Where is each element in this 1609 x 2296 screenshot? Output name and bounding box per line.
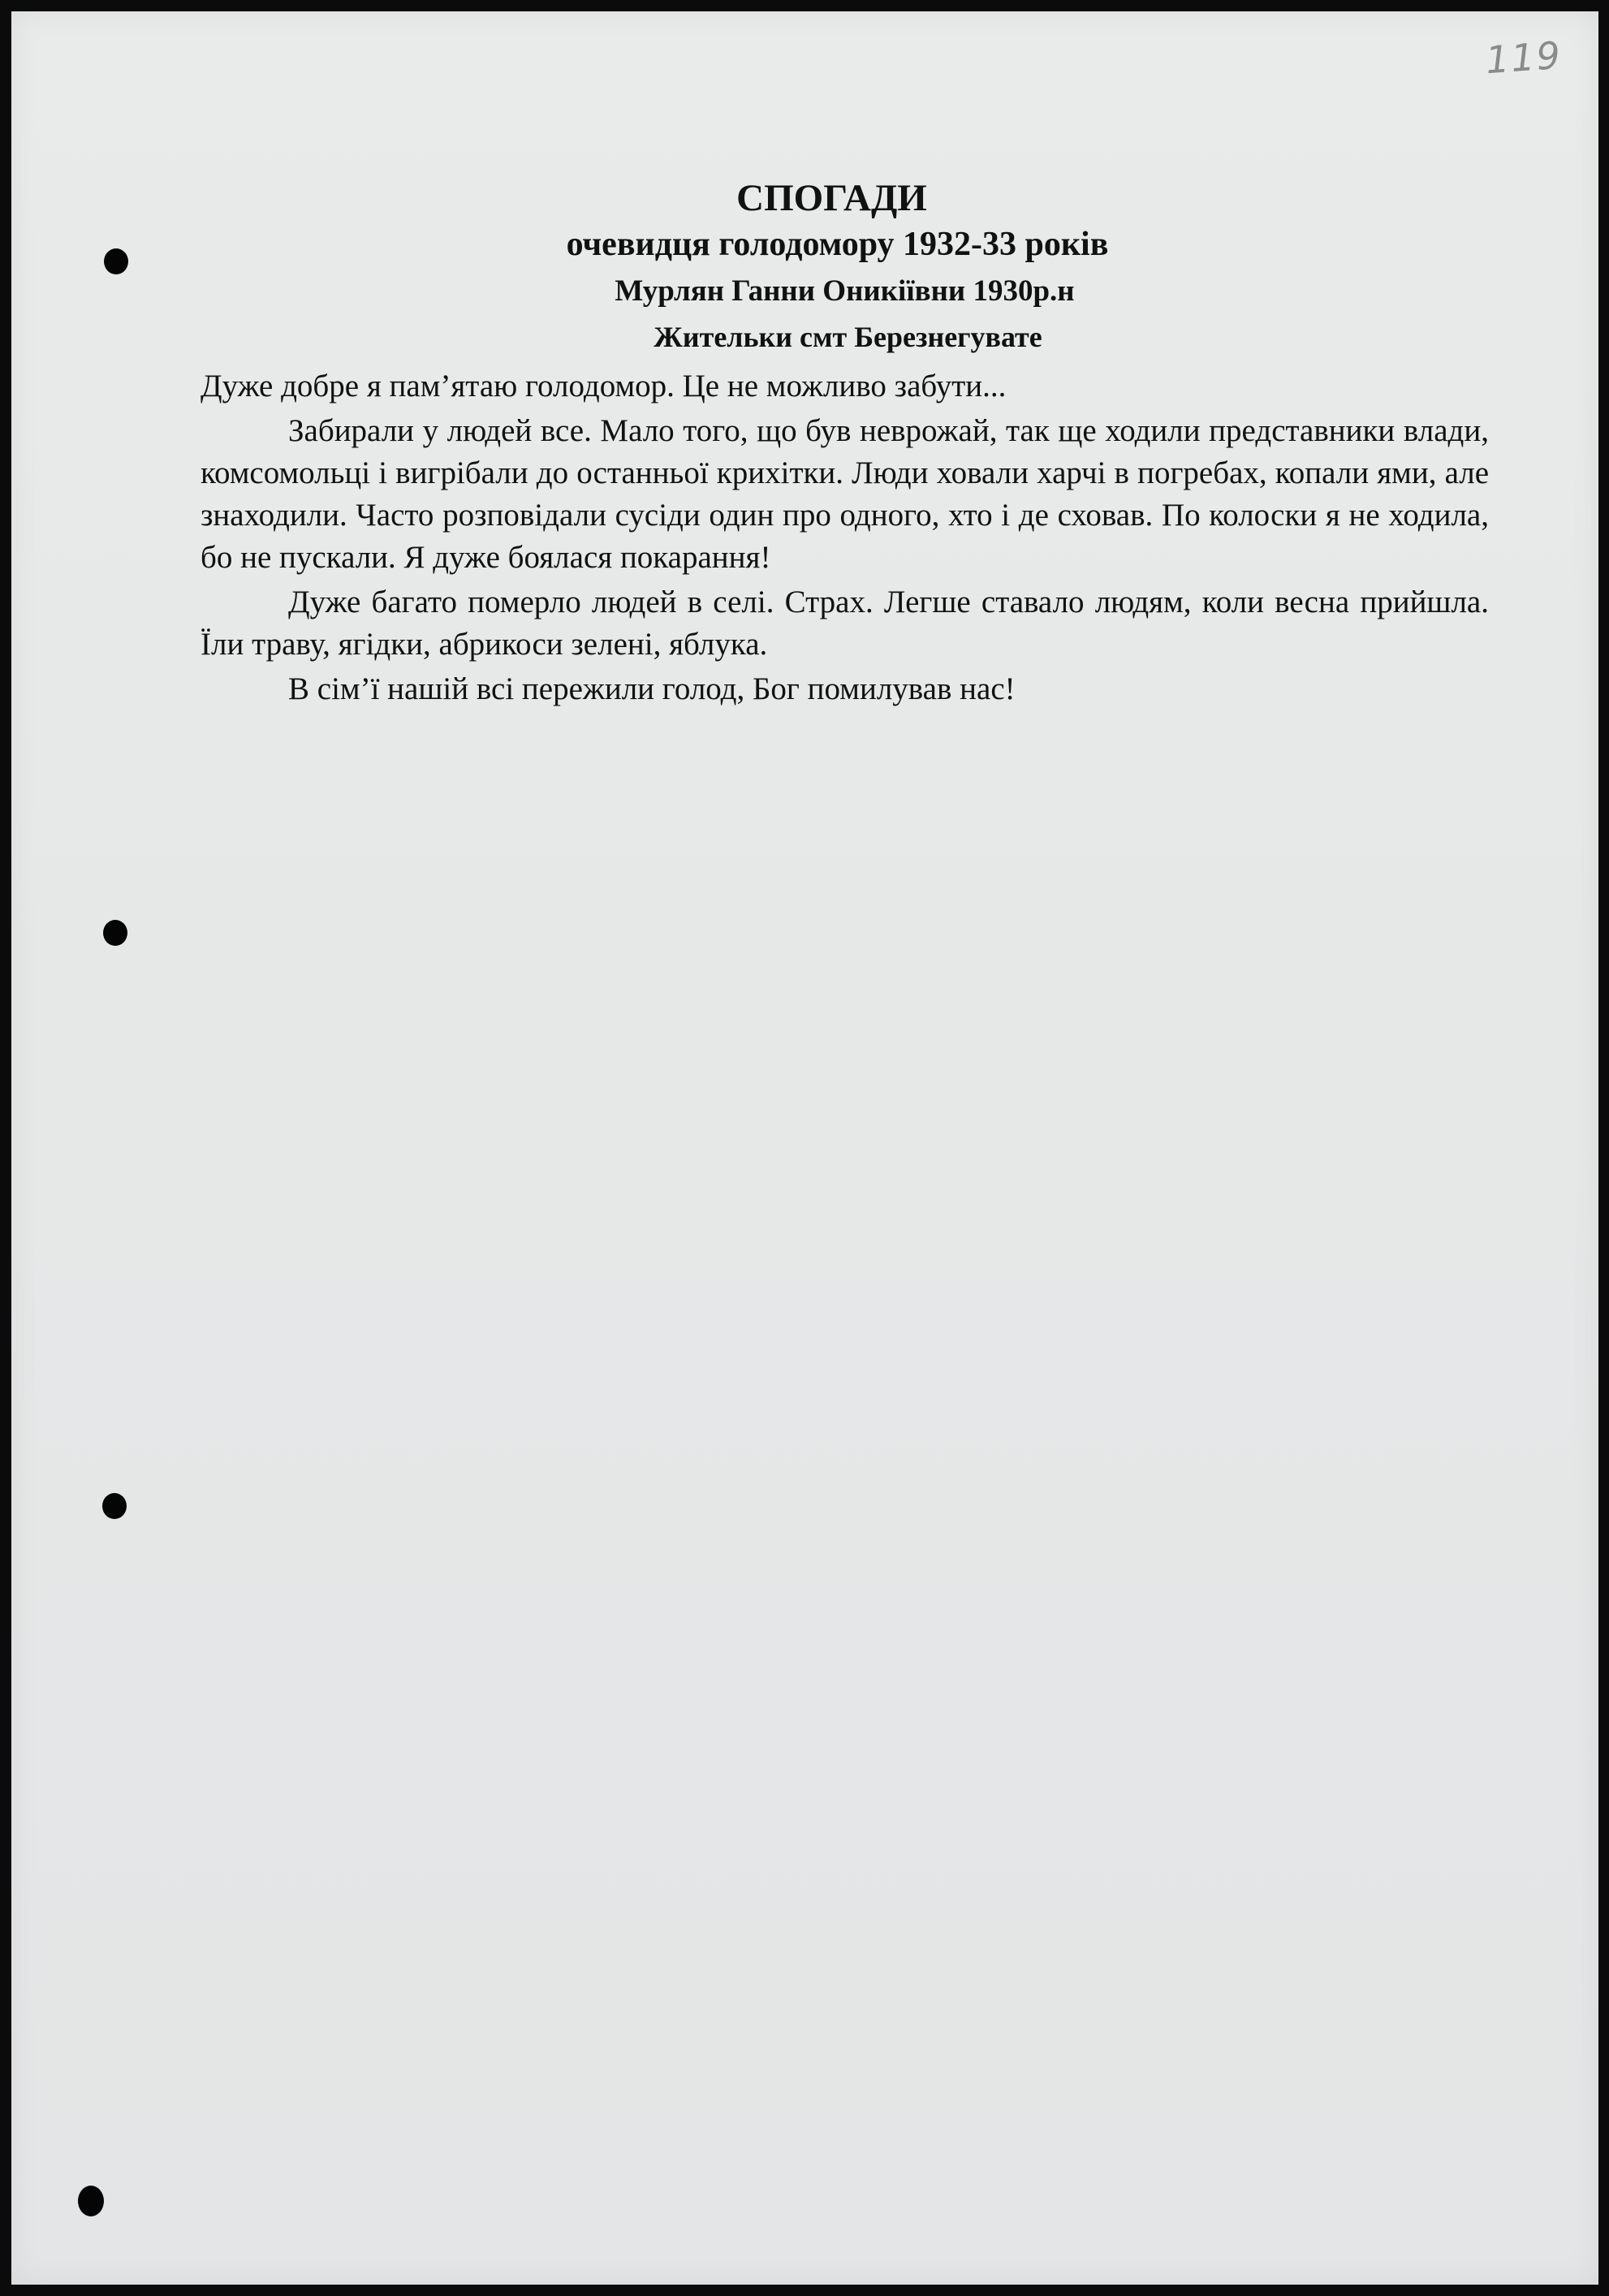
paragraph: Дуже добре я пам’ятаю голодомор. Це не можливо забути...: [201, 369, 1007, 404]
document-title: СПОГАДИ: [736, 177, 927, 219]
witness-residence: Жительки смт Березнегувате: [654, 321, 1042, 353]
punch-hole: [103, 920, 127, 946]
document-body: [201, 365, 1489, 713]
punch-hole: [78, 2186, 104, 2216]
witness-name: Мурлян Ганни Оникіївни 1930р.н: [615, 274, 1075, 308]
paragraph: Забирали у людей все. Мало того, що був неврожай, так ще ходили представники влади, комсомольці і вигрібали до останньої крихітки. Люди ховали харчі в погребах, копали ями, але знаходили. Часто розповідали сусіди один про одного, хто і де сховав. По колоски я не ходила, бо не пускали. Я дуже боялася покарання!: [201, 413, 1489, 575]
paper-sheet: [11, 11, 1598, 2285]
paragraph: В сім’ї нашій всі пережили голод, Бог помилував нас!: [288, 671, 1016, 706]
document-subtitle: очевидця голодомору 1932-33 років: [566, 226, 1109, 263]
paragraph: Дуже багато померло людей в селі. Страх. Легше ставало людям, коли весна прийшла. Їли траву, ягідки, абрикоси зелені, яблука.: [201, 585, 1489, 662]
page-number: 119: [1484, 32, 1564, 83]
punch-hole: [102, 1493, 127, 1519]
